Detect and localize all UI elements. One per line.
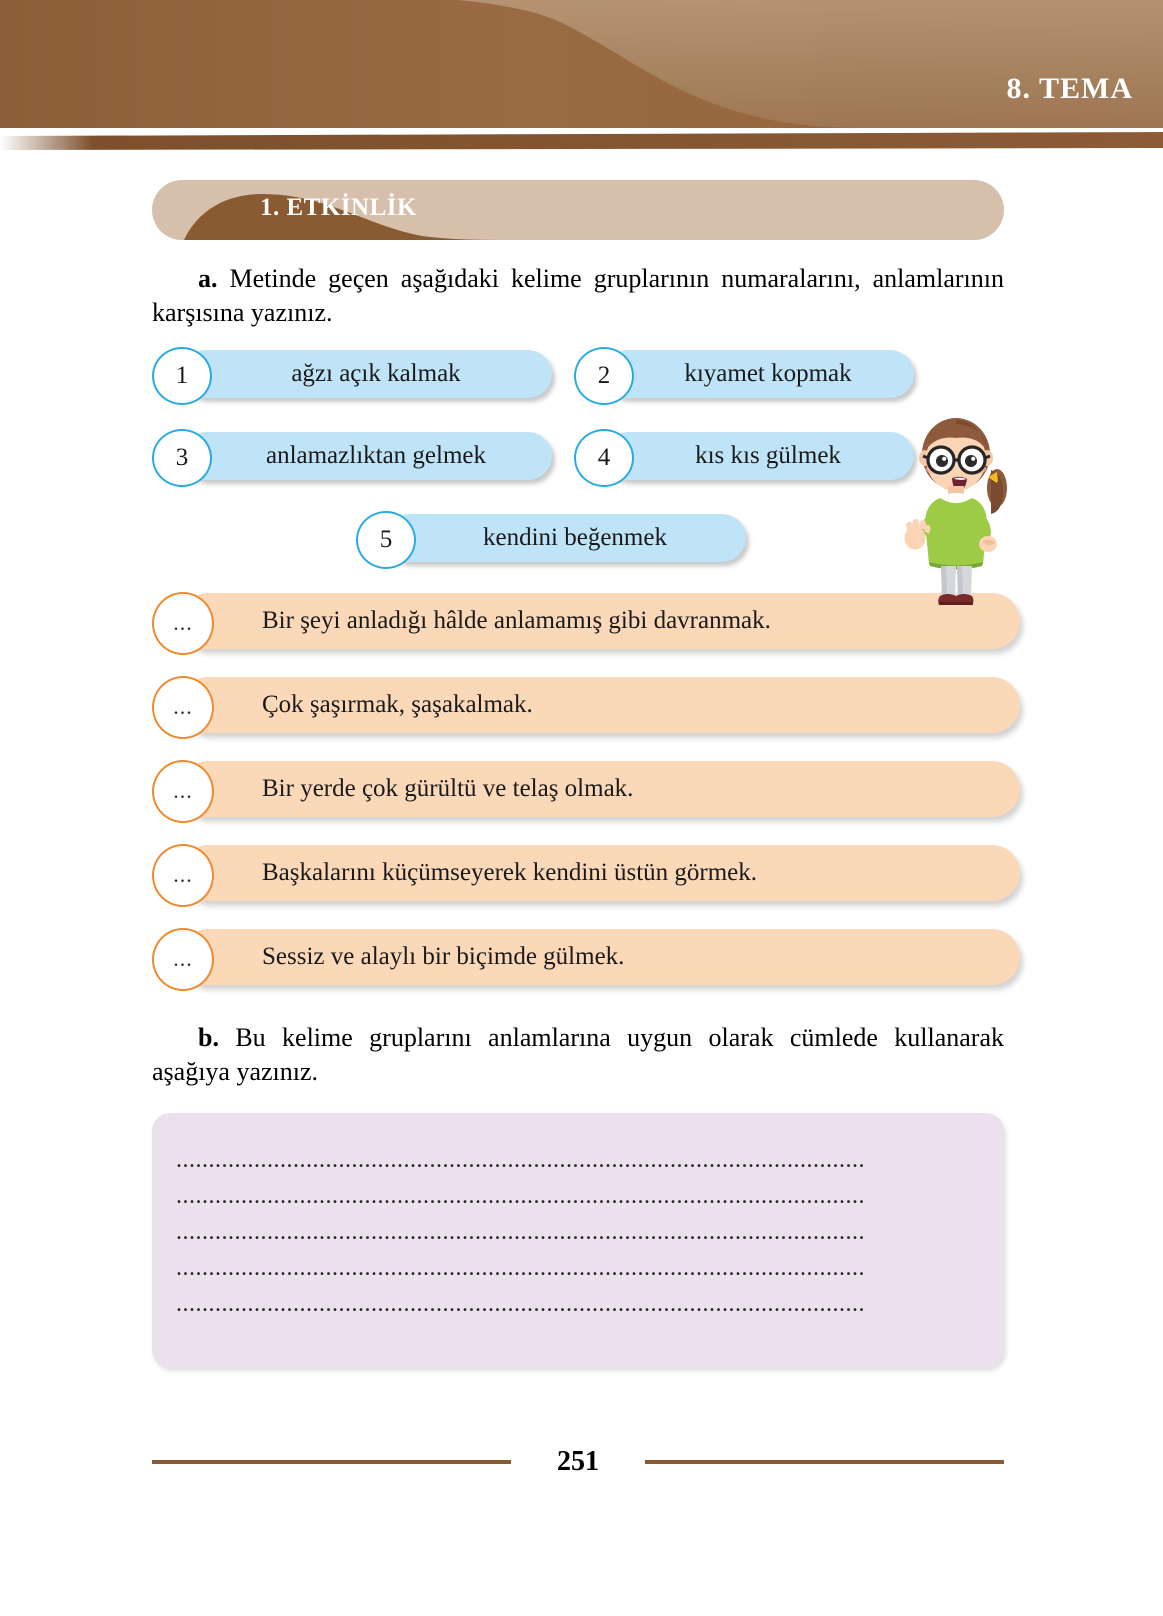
phrase-number-2: 2 — [574, 347, 634, 405]
definition-text-3: Bir yerde çok gürültü ve telaş olmak. — [262, 774, 634, 802]
writing-line-2[interactable]: .......................................................................................................... — [176, 1183, 865, 1210]
phrase-bubble-5[interactable] — [356, 511, 746, 562]
activity-label: 1. ETKİNLİK — [260, 194, 417, 221]
definition-text-5: Sessiz ve alaylı bir biçimde gülmek. — [262, 942, 625, 970]
phrase-bubble-3[interactable] — [152, 429, 552, 480]
phrase-bubble-4[interactable] — [574, 429, 914, 480]
footer-rule-left — [152, 1460, 511, 1464]
definition-row-5[interactable] — [152, 929, 1022, 987]
definition-row-2[interactable] — [152, 677, 1022, 735]
waving-girl-icon — [896, 398, 1016, 616]
instruction-b — [152, 1021, 1004, 1090]
phrase-number-1: 1 — [152, 347, 212, 405]
definition-answer-slot-1[interactable]: ... — [152, 592, 214, 655]
phrase-number-3: 3 — [152, 429, 212, 487]
definition-answer-slot-3[interactable]: ... — [152, 760, 214, 823]
page-body — [0, 152, 1163, 1477]
instruction-a-marker: a. — [198, 264, 218, 293]
page-number: 251 — [557, 1446, 599, 1477]
phrase-text-5: kendini beğenmek — [483, 523, 667, 551]
page-footer — [152, 1442, 1004, 1482]
definition-answer-slot-4[interactable]: ... — [152, 844, 214, 907]
definition-text-1: Bir şeyi anladığı hâlde anlamamış gibi davranmak. — [262, 606, 771, 634]
definitions-area — [152, 593, 1022, 987]
phrase-number-4: 4 — [574, 429, 634, 487]
phrase-text-2: kıyamet kopmak — [684, 359, 852, 387]
definition-row-3[interactable] — [152, 761, 1022, 819]
footer-rule-right — [645, 1460, 1004, 1464]
phrase-text-4: kıs kıs gülmek — [695, 441, 841, 469]
instruction-b-marker: b. — [198, 1022, 219, 1052]
definition-text-2: Çok şaşırmak, şaşakalmak. — [262, 690, 533, 718]
definition-answer-slot-5[interactable]: ... — [152, 928, 214, 991]
writing-line-4[interactable]: .......................................................................................................... — [176, 1255, 865, 1282]
definition-answer-slot-2[interactable]: ... — [152, 676, 214, 739]
writing-line-1[interactable]: .......................................................................................................... — [176, 1147, 865, 1174]
writing-line-5[interactable]: .......................................................................................................... — [176, 1291, 865, 1318]
instruction-a — [152, 262, 1004, 331]
definition-row-1[interactable] — [152, 593, 1022, 651]
phrase-text-3: anlamazlıktan gelmek — [265, 441, 487, 469]
phrase-bubble-2[interactable] — [574, 347, 914, 398]
answer-writing-box[interactable] — [152, 1113, 1004, 1368]
definition-row-4[interactable] — [152, 845, 1022, 903]
definition-text-4: Başkalarını küçümseyerek kendini üstün görmek. — [262, 858, 758, 886]
phrase-bubble-1[interactable] — [152, 347, 552, 398]
writing-line-3[interactable]: .......................................................................................................... — [176, 1219, 865, 1246]
phrase-text-1: ağzı açık kalmak — [291, 359, 461, 387]
instruction-a-text: Metinde geçen aşağıdaki kelime gruplarının numaralarını, anlamlarının karşısına yazınız. — [152, 264, 1004, 328]
page-header — [0, 0, 1163, 152]
instruction-b-text: Bu kelime gruplarını anlamlarına uygun olarak cümlede kullanarak aşağıya yazınız. — [152, 1022, 1004, 1086]
phrase-number-5: 5 — [356, 511, 416, 569]
page-title: 8. TEMA — [1006, 72, 1133, 105]
activity-banner — [152, 180, 1004, 240]
